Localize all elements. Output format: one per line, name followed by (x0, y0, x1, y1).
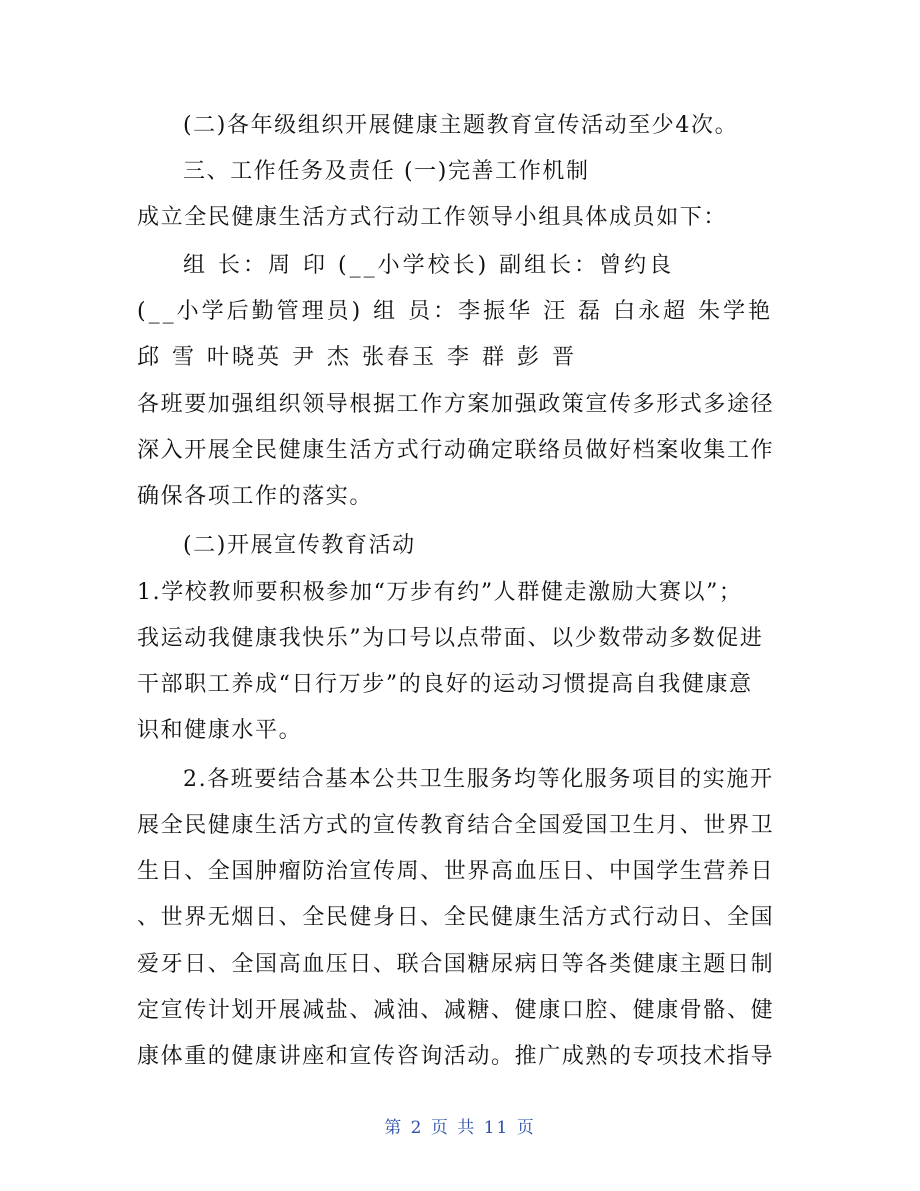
team-member-line: 组 长：周 印 (__小学校长) 副组长：曾约良 (183, 253, 675, 278)
paragraph-line: 2.各班要结合基本公共卫生服务均等化服务项目的实施开 (183, 767, 774, 792)
paragraph-line: 定宣传计划开展减盐、减油、减糖、健康口腔、健康骨骼、健 (137, 998, 775, 1023)
paragraph-line: (二)各年级组织开展健康主题教育宣传活动至少4次。 (183, 113, 739, 138)
paragraph-line: 识和健康水平。 (137, 718, 303, 743)
paragraph-line: 干部职工养成“日行万步”的良好的运动习惯提高自我健康意 (137, 672, 753, 697)
section-heading: (二)开展宣传教育活动 (183, 533, 416, 558)
team-member-line: 邱 雪 叶晓英 尹 杰 张春玉 李 群 彭 晋 (137, 345, 577, 370)
paragraph-line: 确保各项工作的落实。 (137, 484, 374, 509)
paragraph-line: 生日、全国肿瘤防治宣传周、世界高血压日、中国学生营养日 (137, 859, 775, 884)
paragraph-line: 深入开展全民健康生活方式行动确定联络员做好档案收集工作 (137, 438, 775, 463)
team-member-line: (__小学后勤管理员) 组 员：李振华 汪 磊 白永超 朱学艳 (137, 299, 774, 324)
paragraph-line: 各班要加强组织领导根据工作方案加强政策宣传多形式多途径 (137, 392, 775, 417)
paragraph-line: 我运动我健康我快乐”为口号以点带面、以少数带动多数促进 (137, 626, 764, 651)
paragraph-line: 、世界无烟日、全民健身日、全民健康生活方式行动日、全国 (137, 905, 775, 930)
page-number: 第 2 页 共 11 页 (384, 1118, 536, 1138)
paragraph-line: 展全民健康生活方式的宣传教育结合全国爱国卫生月、世界卫 (137, 813, 775, 838)
paragraph-line: 1.学校教师要积极参加“万步有约”人群健走激励大赛以”； (137, 580, 743, 605)
paragraph-line: 成立全民健康生活方式行动工作领导小组具体成员如下： (137, 205, 728, 230)
paragraph-line: 爱牙日、全国高血压日、联合国糖尿病日等各类健康主题日制 (137, 952, 775, 977)
paragraph-line: 康体重的健康讲座和宣传咨询活动。推广成熟的专项技术指导 (137, 1044, 775, 1069)
section-heading: 三、工作任务及责任 (一)完善工作机制 (183, 159, 590, 184)
